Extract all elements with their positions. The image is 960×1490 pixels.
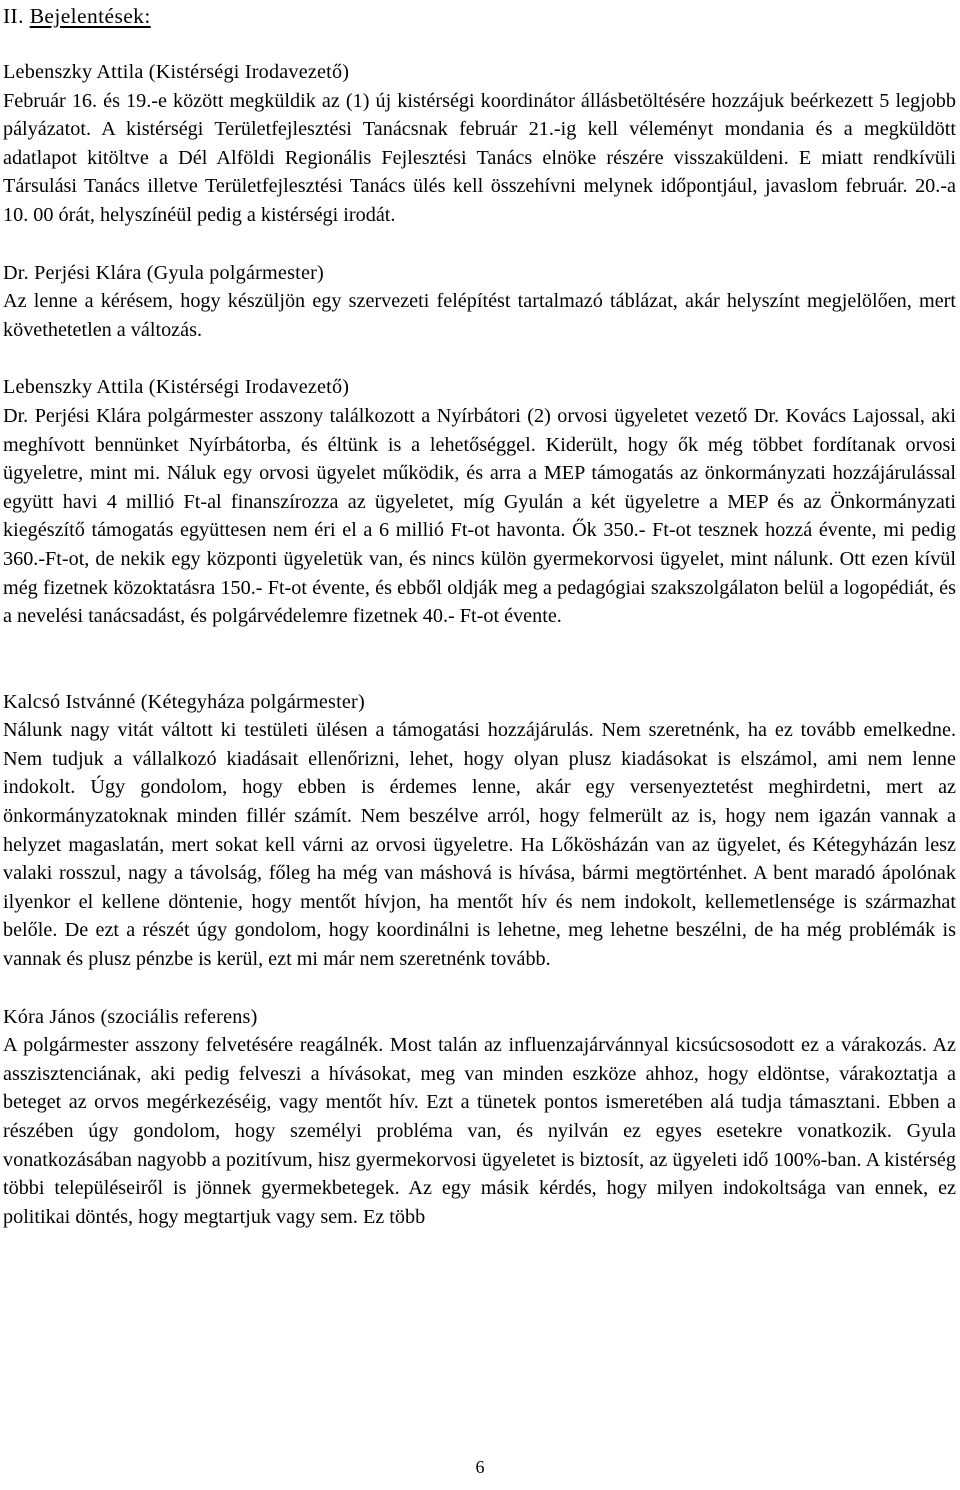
- statement-block: [3, 688, 956, 974]
- speaker-name: Dr. Perjési Klára (Gyula polgármester): [3, 261, 324, 284]
- speaker-name: Kóra János (szociális referens): [3, 1005, 258, 1028]
- heading-number: II.: [3, 4, 24, 28]
- statement-block: [3, 1003, 956, 1232]
- heading-title: Bejelentések:: [29, 4, 151, 28]
- section-heading: [3, 2, 956, 30]
- speaker-name: Lebenszky Attila (Kistérségi Irodavezető): [3, 376, 350, 399]
- statement-paragraph: A polgármester asszony felvetésére reagálnék. Most talán az influenzajárvánnyal kicsúcsosodott ez a várakozás. Az asszisztenciának, aki pedig felveszi a hívásokat, meg van minden eszköze ahhoz, hogy eldöntse, várakoztatja a beteget az orvos megérkezéséig, vagy mentőt hív. Ezt a tünetek pontos ismeretében alá tudja támasztani. Ebben a részében úgy gondolom, hogy személyi probléma van, és nyilván ez egyes esetekre vonatkozik. Gyula vonatkozásában nagyobb a pozitívum, hisz gyermekorvosi ügyeletet is biztosít, az ügyeleti idő 100%-ban. A kistérség többi településeiről is jönnek gyermekbetegek. Az egy másik kérdés, hogy milyen indokoltsága van ennek, ez politikai döntés, hogy megtartjuk vagy sem. Ez több: [3, 1034, 956, 1228]
- statement-block: [3, 259, 956, 345]
- statement-block: [3, 373, 956, 630]
- speaker-name: Kalcsó Istvánné (Kétegyháza polgármester): [3, 690, 365, 713]
- speaker-name: Lebenszky Attila (Kistérségi Irodavezető): [3, 61, 350, 83]
- statement-paragraph: Dr. Perjési Klára polgármester asszony találkozott a Nyírbátori (2) orvosi ügyeletet vezető Dr. Kovács Lajossal, aki meghívott bennünket Nyírbátorba, és éltünk is a lehetőséggel. Kiderült, hogy ők még többet fordítanak orvosi ügyeletre, mint mi. Náluk egy orvosi ügyelet működik, és arra a MEP támogatás az önkormányzati hozzájárulással együtt havi 4 millió Ft-al finanszírozza az ügyeletet, míg Gyulán a két ügyeletre a MEP és az Önkormányzati kiegészítő támogatás együttesen nem éri el a 6 millió Ft-ot havonta. Ők 350.- Ft-ot tesznek hozzá évente, mi pedig 360.-Ft-ot, de nekik egy központi ügyeletük van, és nincs külön gyermekorvosi ügyelet, mint nálunk. Ott ezen kívül még fizetnek közoktatásra 150.- Ft-ot évente, és ebből oldják meg a pedagógiai szakszolgálaton belül a logopédiát, és a nevelési tanácsadást, és polgárvédelemre fizetnek 40.- Ft-ot évente.: [3, 404, 956, 628]
- page-number: 6: [475, 1457, 485, 1477]
- statement-block: [3, 58, 956, 230]
- statement-paragraph: Nálunk nagy vitát váltott ki testületi ülésen a támogatási hozzájárulás. Nem szeretnénk, ha ez tovább emelkedne. Nem tudjuk a vállalkozó kiadásait ellenőrizni, lehet, hogy olyan plusz kiadásokat is elszámol, ami nem lenne indokolt. Úgy gondolom, hogy ebben is érdemes lenne, akár egy versenyeztetést meghirdetni, mert az önkormányzatoknak minden fillér számít. Nem beszélve arról, hogy felmerült az is, hogy nem igazán vannak a helyzet magaslatán, mert sokat kell várni az orvosi ügyeletre. Ha Lőkösházán van az ügyelet, és Kétegyházán lesz valaki rosszul, nagy a távolság, főleg ha még van máshová is hívása, bármi megtörténhet. A bent maradó ápolónak ilyenkor el kellene döntenie, hogy mentőt hívjon, ha mentőt hív és nem indokolt, kellemetlensége is származhat belőle. De ezt a részét úgy gondolom, hogy koordinálni is lehetne, meg lehetne beszélni, de ha még problémák is vannak és plusz pénzbe is kerül, ezt mi már nem szeretnénk tovább.: [3, 719, 956, 971]
- statement-paragraph: Az lenne a kérésem, hogy készüljön egy szervezeti felépítést tartalmazó táblázat, akár helyszínt megjelölően, mert követhetetlen a változás.: [3, 290, 956, 341]
- statement-paragraph: Február 16. és 19.-e között megküldik az (1) új kistérségi koordinátor állásbetöltésére hozzájuk beérkezett 5 legjobb pályázatot. A kistérségi Területfejlesztési Tanácsnak február 21.-ig kell véleményt mondania és a megküldött adatlapot kitöltve a Dél Alföldi Regionális Fejlesztési Tanács elnöke részére visszaküldeni. E miatt rendkívüli Társulási Tanács illetve Területfejlesztési Tanács ülés kell összehívni melynek időpontjául, javaslom február. 20.-a 10. 00 órát, helyszínéül pedig a kistérségi irodát.: [3, 89, 956, 226]
